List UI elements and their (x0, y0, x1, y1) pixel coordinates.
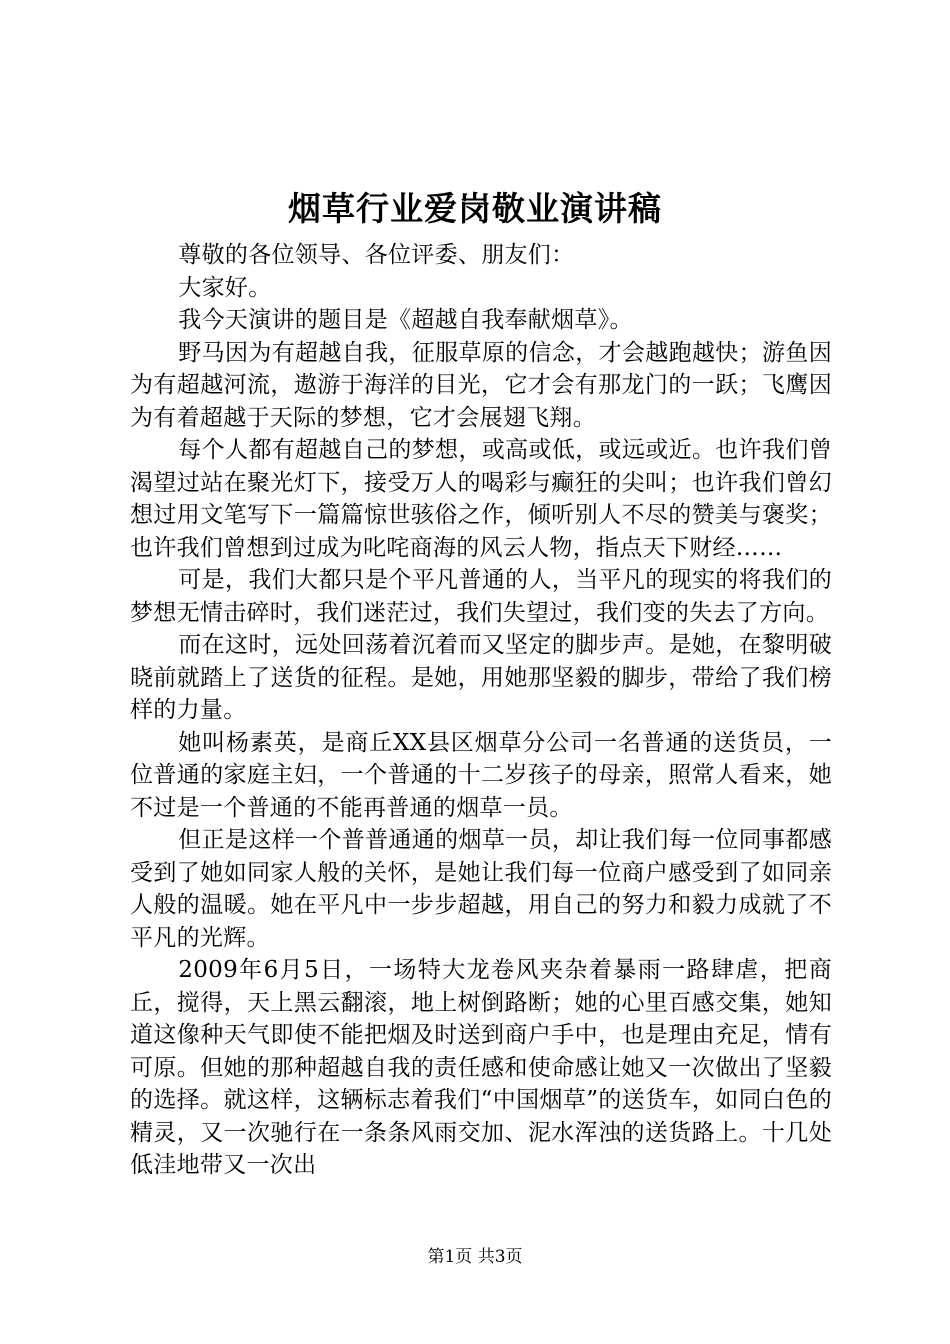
paragraph: 每个人都有超越自己的梦想，或高或低，或远或近。也许我们曾渴望过站在聚光灯下，接受万人的喝彩与癫狂的尖叫；也许我们曾幻想过用文笔写下一篇篇惊世骇俗之作，倾听别人不尽的赞美与褒奖；也许我们曾想到过成为叱咤商海的风云人物，指点天下财经…… (130, 437, 832, 561)
paragraph-greeting: 大家好。 (178, 274, 272, 301)
document-title: 烟草行业爱岗敬业演讲稿 (288, 189, 662, 228)
paragraph: 而在这时，远处回荡着沉着而又坚定的脚步声。是她，在黎明破晓前就踏上了送货的征程。是她，用她那坚毅的脚步，带给了我们榜样的力量。 (130, 632, 832, 723)
document-body (130, 239, 832, 1182)
paragraph: 2009年6月5日，一场特大龙卷风夹杂着暴雨一路肆虐，把商丘，搅得，天上黑云翻滚，地上树倒路断；她的心里百感交集，她知道这像种天气即使不能把烟及时送到商户手中，也是理由充足，情有可原。但她的那种超越自我的责任感和使命感让她又一次做出了坚毅的选择。就这样，这辆标志着我们“中国烟草”的送货车，如同白色的精灵，又一次驰行在一条条风雨交加、泥水浑浊的送货路上。十几处低洼地带又一次出 (130, 957, 832, 1178)
paragraph-salutation: 尊敬的各位领导、各位评委、朋友们： (178, 242, 575, 268)
paragraph: 野马因为有超越自我，征服草原的信念，才会越跑越快；游鱼因为有超越河流，遨游于海洋的目光，它才会有那龙门的一跃；飞鹰因为有着超越于天际的梦想，它才会展翅飞翔。 (130, 339, 832, 431)
paragraph-topic: 我今天演讲的题目是《超越自我奉献烟草》。 (178, 307, 633, 333)
page-number-footer: 第1页 共3页 (427, 1247, 523, 1267)
paragraph: 但正是这样一个普普通通的烟草一员，却让我们每一位同事都感受到了她如同家人般的关怀，是她让我们每一位商户感受到了如同亲人般的温暖。她在平凡中一步步超越，用自己的努力和毅力成就了不平凡的光辉。 (130, 827, 832, 951)
paragraph: 她叫杨素英，是商丘XX县区烟草分公司一名普通的送货员，一位普通的家庭主妇，一个普通的十二岁孩子的母亲，照常人看来，她不过是一个普通的不能再普通的烟草一员。 (130, 729, 832, 821)
paragraph: 可是，我们大都只是个平凡普通的人，当平凡的现实的将我们的梦想无情击碎时，我们迷茫过，我们失望过，我们变的失去了方向。 (130, 567, 832, 626)
